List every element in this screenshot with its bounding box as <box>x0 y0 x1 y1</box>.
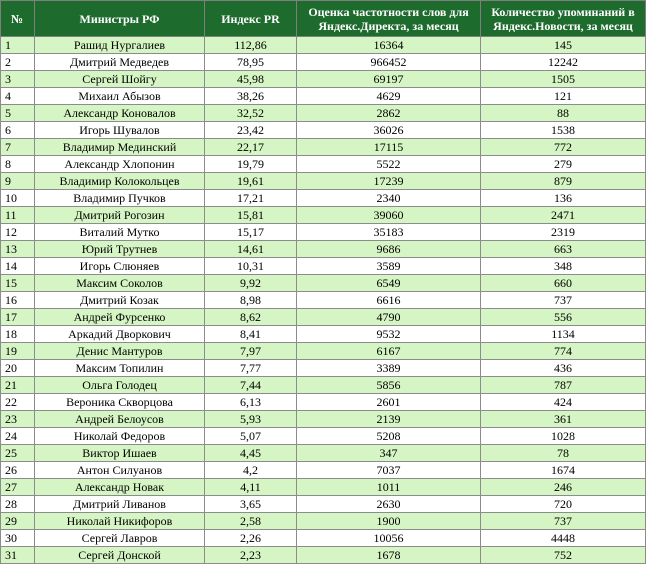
cell-yandex-news-mentions: 436 <box>481 360 646 377</box>
cell-minister-name: Владимир Колокольцев <box>35 173 205 190</box>
cell-yandex-news-mentions: 1505 <box>481 71 646 88</box>
cell-number: 13 <box>1 241 35 258</box>
cell-yandex-direct-frequency: 1678 <box>297 547 481 564</box>
cell-minister-name: Дмитрий Козак <box>35 292 205 309</box>
cell-yandex-direct-frequency: 4629 <box>297 88 481 105</box>
cell-yandex-news-mentions: 121 <box>481 88 646 105</box>
table-row <box>1 343 646 360</box>
cell-number: 6 <box>1 122 35 139</box>
table-row <box>1 173 646 190</box>
cell-minister-name: Антон Силуанов <box>35 462 205 479</box>
cell-yandex-direct-frequency: 347 <box>297 445 481 462</box>
table-row <box>1 258 646 275</box>
table-row <box>1 445 646 462</box>
cell-yandex-direct-frequency: 10056 <box>297 530 481 547</box>
table-row <box>1 394 646 411</box>
cell-minister-name: Владимир Пучков <box>35 190 205 207</box>
cell-yandex-news-mentions: 787 <box>481 377 646 394</box>
cell-yandex-direct-frequency: 17239 <box>297 173 481 190</box>
cell-pr-index: 7,97 <box>205 343 297 360</box>
cell-number: 12 <box>1 224 35 241</box>
cell-number: 7 <box>1 139 35 156</box>
table-row <box>1 88 646 105</box>
cell-yandex-news-mentions: 2471 <box>481 207 646 224</box>
table-row <box>1 428 646 445</box>
cell-pr-index: 4,11 <box>205 479 297 496</box>
cell-number: 17 <box>1 309 35 326</box>
cell-number: 10 <box>1 190 35 207</box>
cell-pr-index: 5,07 <box>205 428 297 445</box>
cell-pr-index: 14,61 <box>205 241 297 258</box>
cell-minister-name: Дмитрий Медведев <box>35 54 205 71</box>
cell-pr-index: 45,98 <box>205 71 297 88</box>
cell-number: 29 <box>1 513 35 530</box>
cell-yandex-news-mentions: 246 <box>481 479 646 496</box>
cell-yandex-news-mentions: 737 <box>481 513 646 530</box>
cell-pr-index: 7,44 <box>205 377 297 394</box>
cell-number: 24 <box>1 428 35 445</box>
header-number: № <box>1 1 35 37</box>
cell-pr-index: 6,13 <box>205 394 297 411</box>
table-row <box>1 411 646 428</box>
cell-yandex-news-mentions: 663 <box>481 241 646 258</box>
cell-pr-index: 7,77 <box>205 360 297 377</box>
cell-yandex-direct-frequency: 39060 <box>297 207 481 224</box>
cell-minister-name: Вероника Скворцова <box>35 394 205 411</box>
cell-minister-name: Николай Федоров <box>35 428 205 445</box>
cell-yandex-news-mentions: 752 <box>481 547 646 564</box>
cell-number: 27 <box>1 479 35 496</box>
cell-minister-name: Денис Мантуров <box>35 343 205 360</box>
table-row <box>1 513 646 530</box>
cell-yandex-news-mentions: 88 <box>481 105 646 122</box>
cell-number: 16 <box>1 292 35 309</box>
table-row <box>1 224 646 241</box>
cell-pr-index: 32,52 <box>205 105 297 122</box>
cell-yandex-news-mentions: 737 <box>481 292 646 309</box>
cell-number: 3 <box>1 71 35 88</box>
cell-minister-name: Рашид Нургалиев <box>35 37 205 54</box>
table-row <box>1 462 646 479</box>
cell-pr-index: 2,26 <box>205 530 297 547</box>
cell-minister-name: Аркадий Дворкович <box>35 326 205 343</box>
cell-pr-index: 38,26 <box>205 88 297 105</box>
cell-yandex-news-mentions: 2319 <box>481 224 646 241</box>
cell-yandex-direct-frequency: 6167 <box>297 343 481 360</box>
table-row <box>1 326 646 343</box>
cell-number: 5 <box>1 105 35 122</box>
table-row <box>1 496 646 513</box>
cell-yandex-direct-frequency: 16364 <box>297 37 481 54</box>
cell-number: 28 <box>1 496 35 513</box>
cell-minister-name: Игорь Слюняев <box>35 258 205 275</box>
cell-pr-index: 19,61 <box>205 173 297 190</box>
cell-yandex-direct-frequency: 6616 <box>297 292 481 309</box>
cell-yandex-news-mentions: 1028 <box>481 428 646 445</box>
cell-pr-index: 19,79 <box>205 156 297 173</box>
cell-pr-index: 4,2 <box>205 462 297 479</box>
cell-pr-index: 8,62 <box>205 309 297 326</box>
cell-yandex-news-mentions: 424 <box>481 394 646 411</box>
cell-yandex-direct-frequency: 36026 <box>297 122 481 139</box>
cell-pr-index: 3,65 <box>205 496 297 513</box>
table-row <box>1 241 646 258</box>
cell-yandex-news-mentions: 1538 <box>481 122 646 139</box>
cell-pr-index: 2,23 <box>205 547 297 564</box>
cell-minister-name: Сергей Шойгу <box>35 71 205 88</box>
cell-minister-name: Александр Хлопонин <box>35 156 205 173</box>
cell-number: 9 <box>1 173 35 190</box>
cell-number: 15 <box>1 275 35 292</box>
cell-minister-name: Ольга Голодец <box>35 377 205 394</box>
cell-number: 19 <box>1 343 35 360</box>
cell-yandex-direct-frequency: 9532 <box>297 326 481 343</box>
cell-yandex-direct-frequency: 5208 <box>297 428 481 445</box>
cell-yandex-direct-frequency: 69197 <box>297 71 481 88</box>
cell-minister-name: Сергей Лавров <box>35 530 205 547</box>
cell-number: 31 <box>1 547 35 564</box>
cell-yandex-direct-frequency: 9686 <box>297 241 481 258</box>
cell-minister-name: Александр Коновалов <box>35 105 205 122</box>
cell-minister-name: Виталий Мутко <box>35 224 205 241</box>
cell-yandex-news-mentions: 774 <box>481 343 646 360</box>
cell-pr-index: 8,98 <box>205 292 297 309</box>
cell-yandex-news-mentions: 1134 <box>481 326 646 343</box>
cell-yandex-news-mentions: 361 <box>481 411 646 428</box>
cell-yandex-direct-frequency: 2862 <box>297 105 481 122</box>
cell-yandex-news-mentions: 136 <box>481 190 646 207</box>
cell-yandex-direct-frequency: 2601 <box>297 394 481 411</box>
cell-minister-name: Андрей Белоусов <box>35 411 205 428</box>
cell-pr-index: 2,58 <box>205 513 297 530</box>
cell-yandex-direct-frequency: 7037 <box>297 462 481 479</box>
cell-minister-name: Максим Соколов <box>35 275 205 292</box>
cell-minister-name: Владимир Мединский <box>35 139 205 156</box>
table-row <box>1 139 646 156</box>
table-header <box>1 1 646 37</box>
cell-minister-name: Александр Новак <box>35 479 205 496</box>
cell-minister-name: Максим Топилин <box>35 360 205 377</box>
cell-yandex-direct-frequency: 1011 <box>297 479 481 496</box>
cell-pr-index: 9,92 <box>205 275 297 292</box>
table-body <box>1 37 646 564</box>
cell-number: 14 <box>1 258 35 275</box>
cell-yandex-direct-frequency: 5856 <box>297 377 481 394</box>
cell-minister-name: Дмитрий Рогозин <box>35 207 205 224</box>
cell-yandex-direct-frequency: 2630 <box>297 496 481 513</box>
cell-yandex-direct-frequency: 5522 <box>297 156 481 173</box>
table-row <box>1 105 646 122</box>
cell-yandex-direct-frequency: 6549 <box>297 275 481 292</box>
cell-pr-index: 78,95 <box>205 54 297 71</box>
table-row <box>1 292 646 309</box>
cell-yandex-news-mentions: 556 <box>481 309 646 326</box>
table-row <box>1 479 646 496</box>
cell-yandex-news-mentions: 279 <box>481 156 646 173</box>
cell-pr-index: 23,42 <box>205 122 297 139</box>
cell-pr-index: 15,17 <box>205 224 297 241</box>
table-row <box>1 54 646 71</box>
cell-number: 2 <box>1 54 35 71</box>
cell-number: 8 <box>1 156 35 173</box>
cell-number: 1 <box>1 37 35 54</box>
cell-minister-name: Сергей Донской <box>35 547 205 564</box>
cell-pr-index: 10,31 <box>205 258 297 275</box>
table-row <box>1 530 646 547</box>
cell-number: 11 <box>1 207 35 224</box>
cell-pr-index: 112,86 <box>205 37 297 54</box>
cell-minister-name: Виктор Ишаев <box>35 445 205 462</box>
header-minister-name: Министры РФ <box>35 1 205 37</box>
cell-yandex-news-mentions: 78 <box>481 445 646 462</box>
cell-yandex-news-mentions: 772 <box>481 139 646 156</box>
cell-pr-index: 8,41 <box>205 326 297 343</box>
table-row <box>1 190 646 207</box>
cell-minister-name: Игорь Шувалов <box>35 122 205 139</box>
cell-pr-index: 17,21 <box>205 190 297 207</box>
header-row <box>1 1 646 37</box>
cell-yandex-news-mentions: 660 <box>481 275 646 292</box>
header-yandex-direct-frequency: Оценка частотности слов для Яндекс.Директа, за месяц <box>297 1 481 37</box>
cell-minister-name: Юрий Трутнев <box>35 241 205 258</box>
cell-yandex-news-mentions: 348 <box>481 258 646 275</box>
header-yandex-news-mentions: Количество упоминаний в Яндекс.Новости, за месяц <box>481 1 646 37</box>
cell-number: 22 <box>1 394 35 411</box>
cell-yandex-direct-frequency: 3589 <box>297 258 481 275</box>
cell-minister-name: Андрей Фурсенко <box>35 309 205 326</box>
cell-yandex-direct-frequency: 17115 <box>297 139 481 156</box>
table-row <box>1 37 646 54</box>
cell-number: 26 <box>1 462 35 479</box>
table-row <box>1 207 646 224</box>
cell-pr-index: 22,17 <box>205 139 297 156</box>
cell-number: 21 <box>1 377 35 394</box>
table-row <box>1 377 646 394</box>
cell-pr-index: 5,93 <box>205 411 297 428</box>
cell-yandex-direct-frequency: 2340 <box>297 190 481 207</box>
cell-minister-name: Дмитрий Ливанов <box>35 496 205 513</box>
cell-yandex-direct-frequency: 966452 <box>297 54 481 71</box>
header-pr-index: Индекс PR <box>205 1 297 37</box>
cell-number: 25 <box>1 445 35 462</box>
cell-yandex-direct-frequency: 35183 <box>297 224 481 241</box>
cell-number: 20 <box>1 360 35 377</box>
table-row <box>1 547 646 564</box>
cell-number: 30 <box>1 530 35 547</box>
table-row <box>1 122 646 139</box>
table-row <box>1 71 646 88</box>
cell-yandex-news-mentions: 1674 <box>481 462 646 479</box>
cell-yandex-news-mentions: 145 <box>481 37 646 54</box>
cell-minister-name: Николай Никифоров <box>35 513 205 530</box>
table-row <box>1 275 646 292</box>
cell-yandex-direct-frequency: 1900 <box>297 513 481 530</box>
cell-yandex-direct-frequency: 2139 <box>297 411 481 428</box>
table-row <box>1 360 646 377</box>
cell-yandex-news-mentions: 720 <box>481 496 646 513</box>
cell-pr-index: 15,81 <box>205 207 297 224</box>
cell-number: 18 <box>1 326 35 343</box>
cell-number: 4 <box>1 88 35 105</box>
cell-yandex-news-mentions: 12242 <box>481 54 646 71</box>
cell-yandex-direct-frequency: 3389 <box>297 360 481 377</box>
cell-yandex-direct-frequency: 4790 <box>297 309 481 326</box>
table-row <box>1 156 646 173</box>
cell-yandex-news-mentions: 4448 <box>481 530 646 547</box>
cell-minister-name: Михаил Абызов <box>35 88 205 105</box>
cell-yandex-news-mentions: 879 <box>481 173 646 190</box>
table-row <box>1 309 646 326</box>
cell-pr-index: 4,45 <box>205 445 297 462</box>
cell-number: 23 <box>1 411 35 428</box>
